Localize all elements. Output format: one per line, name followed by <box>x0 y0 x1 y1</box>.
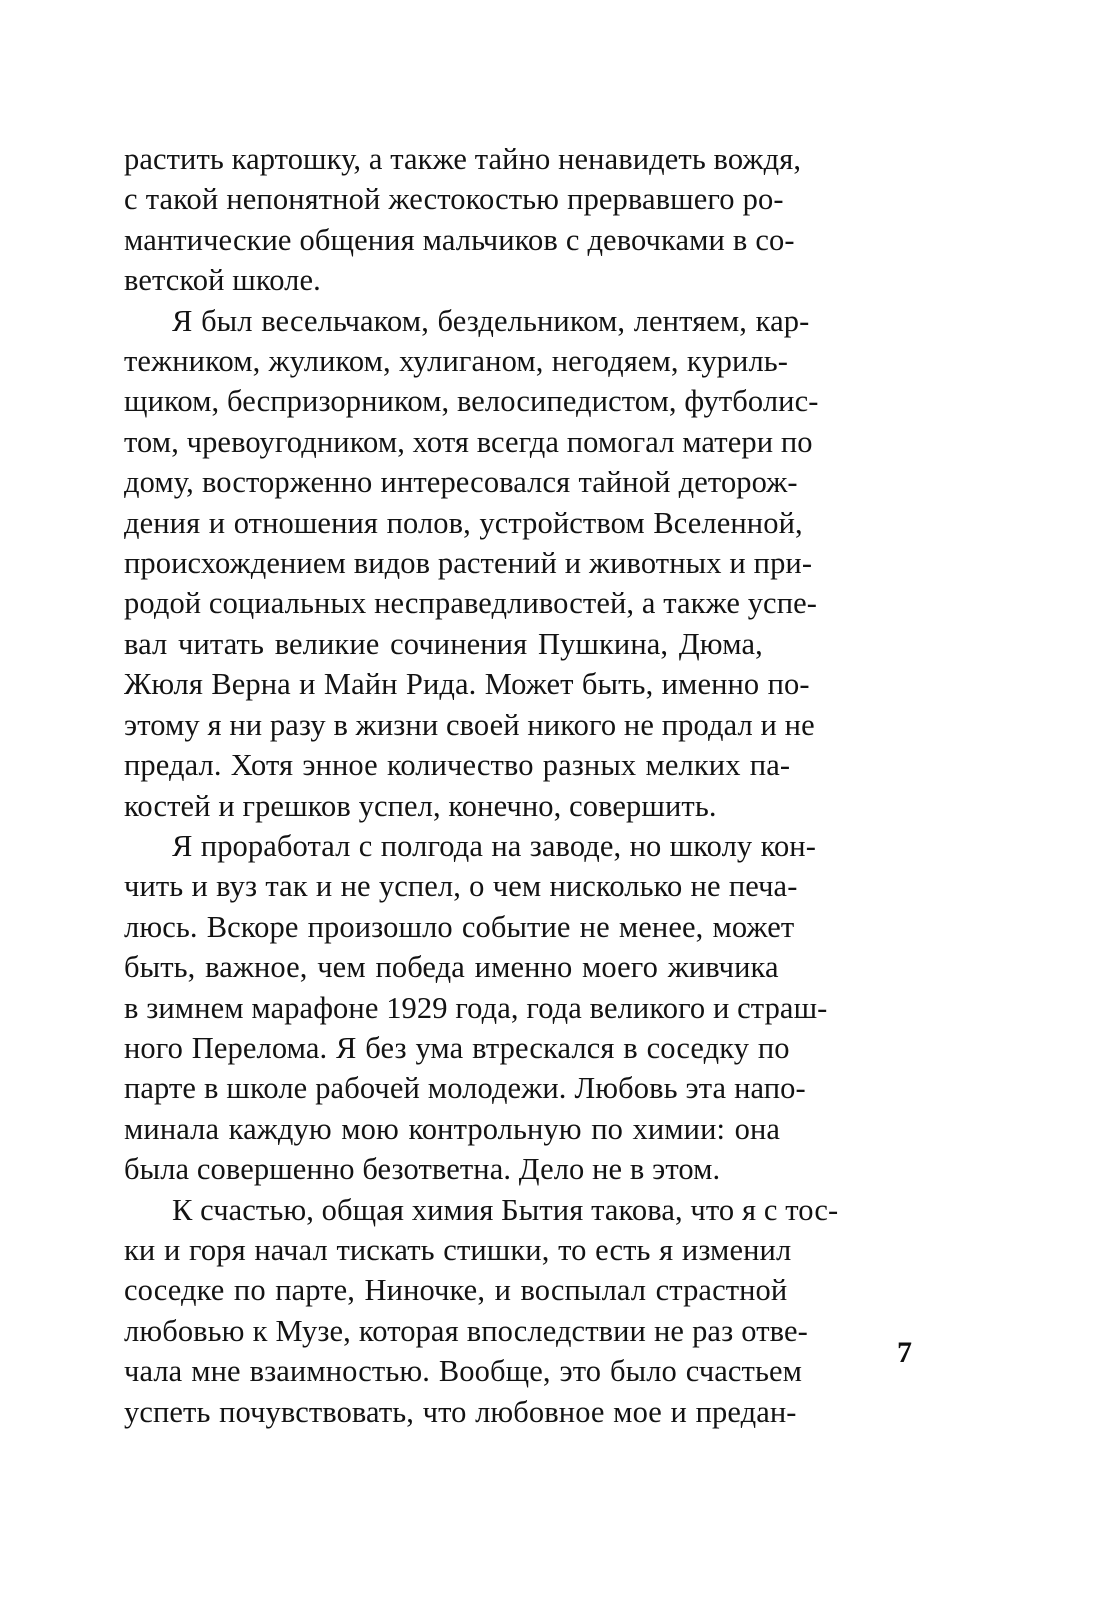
text-line: мантические общения мальчиков с девочками в со- <box>124 222 795 257</box>
text-line: том, чревоугодником, хотя всегда помогал матери по <box>124 424 813 459</box>
text-line: ки и горя начал тискать стишки, то есть я изменил <box>124 1232 792 1267</box>
text-line: дения и отношения полов, устройством Вселенной, <box>124 505 803 540</box>
text-line: люсь. Вскоре произошло событие не менее, может <box>124 909 795 944</box>
text-line: Жюля Верна и Майн Рида. Может быть, именно по- <box>124 667 810 702</box>
text-line: с такой непонятной жестокостью прервавшего ро- <box>124 182 784 217</box>
text-line: минала каждую мою контрольную по химии: она <box>124 1111 781 1146</box>
text-line: парте в школе рабочей молодежи. Любовь эта напо- <box>124 1071 806 1106</box>
text-line: чить и вуз так и не успел, о чем нисколько не печа- <box>124 869 798 904</box>
text-line: происхождением видов растений и животных и при- <box>124 546 813 581</box>
text-line: чала мне взаимностью. Вообще, это было счастьем <box>124 1354 803 1389</box>
text-line: любовью к Музе, которая впоследствии не раз отве- <box>124 1313 808 1348</box>
text-line <box>124 826 890 866</box>
text-line: успеть почувствовать, что любовное мое и предан- <box>124 1394 797 1429</box>
text-line <box>124 301 890 341</box>
page-number: 7 <box>897 1336 912 1369</box>
text-line: дому, восторженно интересовался тайной деторож- <box>124 465 798 500</box>
body-text-column <box>124 139 890 1432</box>
text-line: вал читать великие сочинения Пушкина, Дюма, <box>124 626 763 661</box>
text-line: этому я ни разу в жизни своей никого не продал и не <box>124 707 815 742</box>
text-line: щиком, беспризорником, велосипедистом, футболис- <box>124 384 819 419</box>
text-line: предал. Хотя энное количество разных мелких па- <box>124 748 791 783</box>
text-line: ветской школе. <box>124 263 321 298</box>
text-line <box>124 1190 890 1230</box>
text-line-content: Я проработал с полгода на заводе, но школу кон- <box>172 828 816 863</box>
text-line-content: К счастью, общая химия Бытия такова, что я с тос- <box>172 1192 839 1227</box>
text-line: тежником, жуликом, хулиганом, негодяем, куриль- <box>124 344 789 379</box>
text-line: ного Перелома. Я без ума втрескался в соседку по <box>124 1030 790 1065</box>
text-line: родой социальных несправедливостей, а также успе- <box>124 586 818 621</box>
text-line: в зимнем марафоне 1929 года, года великого и страш- <box>124 990 828 1025</box>
text-line: костей и грешков успел, конечно, совершить. <box>124 788 717 823</box>
text-line: была совершенно безответна. Дело не в этом. <box>124 1152 721 1187</box>
text-line-content: Я был весельчаком, бездельником, лентяем, кар- <box>172 303 810 338</box>
text-line: быть, важное, чем победа именно моего живчика <box>124 950 779 985</box>
text-line: растить картошку, а также тайно ненавидеть вождя, <box>124 142 802 176</box>
text-line: соседке по парте, Ниночке, и воспылал страстной <box>124 1273 788 1308</box>
